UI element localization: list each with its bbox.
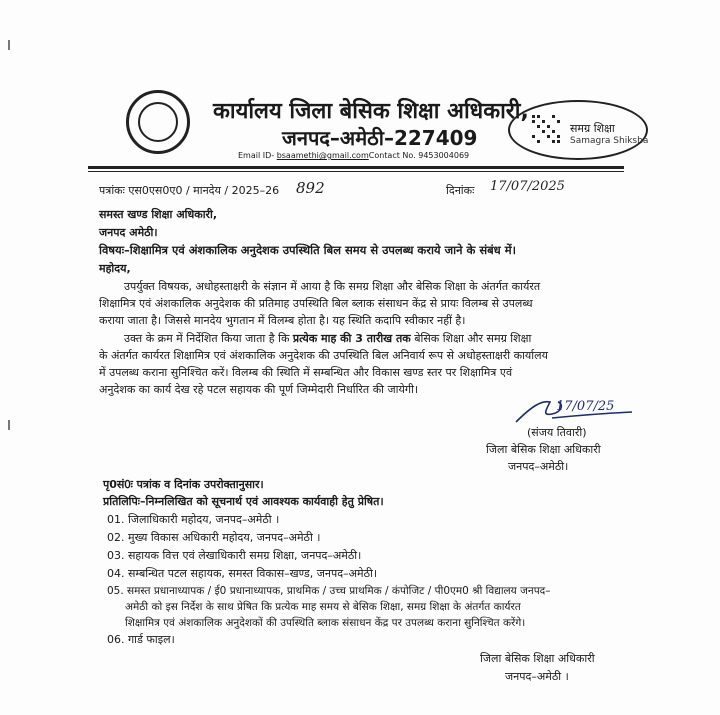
- salutation: महोदय,: [99, 262, 131, 275]
- copy-to-heading: प्रतिलिपिः–निम्नलिखित को सूचनार्थ एवं आवश्यक कार्यवाही हेतु प्रेषित।: [103, 495, 384, 508]
- paragraph-2-line-1: [124, 331, 531, 346]
- signatory-district: जनपद–अमेठी।: [508, 460, 569, 473]
- footer-designation: जिला बेसिक शिक्षा अधिकारी: [480, 652, 595, 665]
- government-seal-emblem: [126, 90, 190, 154]
- deadline-highlight: प्रत्येक माह की 3 तारीख तक: [292, 332, 411, 345]
- district-title: जनपद–अमेठी–227409: [282, 126, 478, 150]
- paragraph-2-line-2: के अंतर्गत कार्यरत शिक्षामित्र एवं अंशकालिक अनुदेशक की उपस्थिति बिल अनिवार्य रूप से अधोहस्ताक्षरी कार्यालय: [99, 349, 548, 362]
- subject-line: विषयः–शिक्षामित्र एवं अंशकालिक अनुदेशक उपस्थिति बिल समय से उपलब्ध कराये जाने के संबंध में।: [99, 243, 516, 257]
- paragraph-2-text-b: बेसिक शिक्षा और समग्र शिक्षा: [410, 332, 532, 345]
- logo-text-english: Samagra Shiksha: [570, 136, 649, 146]
- date-value: 17/07/2025: [490, 179, 565, 194]
- paragraph-2-line-4: अनुदेशक का कार्य देख रहे पटल सहायक की पूर्ण जिम्मेदारी निर्धारित की जायेगी।: [99, 383, 419, 396]
- signatory-designation: जिला बेसिक शिक्षा अधिकारी: [486, 443, 601, 456]
- footer-district: जनपद–अमेठी ।: [505, 670, 569, 683]
- paragraph-2-line-3: में उपलब्ध कराना सुनिश्चित करें। विलम्ब की स्थिति में सम्बन्धित और विकास खण्ड स्तर पर शिक्षामित्र एवं: [99, 366, 513, 379]
- contact-number: Contact No. 9453004069: [368, 151, 470, 160]
- paragraph-1-line-1: उपर्युक्त विषयक, अधोहस्ताक्षरी के संज्ञान में आया है कि समग्र शिक्षा और बेसिक शिक्षा के अंतर्गत कार्यरत: [124, 280, 541, 293]
- copy-item-5-line-2: अमेठी को इस निर्देश के साथ प्रेषित कि प्रत्येक माह समय से बेसिक शिक्षा, समग्र शिक्षा के अंतर्गत कार्यरत: [125, 601, 521, 613]
- header-rule-thin: [88, 171, 624, 172]
- copy-item-5-line-1: 05. समस्त प्रधानाध्यापक / ई0 प्रधानाध्यापक, प्राथमिक / उच्च प्राथमिक / कंपोजिट / पी0एम0 श्री विद्यालय जनपद–: [107, 585, 551, 597]
- office-title: कार्यालय जिला बेसिक शिक्षा अधिकारी,: [213, 99, 529, 124]
- seal-inner-ring: [138, 102, 178, 142]
- copy-item-5-line-3: शिक्षामित्र एवं अंशकालिक अनुदेशकों की उपस्थिति ब्लाक संसाधन केंद्र पर उपलब्ध कराना सुनिश्चित करेंगे।: [125, 617, 526, 629]
- patrank-number: 892: [296, 179, 325, 197]
- paragraph-1-line-2: शिक्षामित्र एवं अंशकालिक अनुदेशक की प्रतिमाह उपस्थिति बिल ब्लाक संसाधन केंद्र से प्रायः विलम्ब से उपलब्ध: [99, 297, 533, 310]
- paragraph-2-text-a: उक्त के क्रम में निर्देशित किया जाता है कि: [124, 332, 293, 345]
- copy-item-2: 02. मुख्य विकास अधिकारी महोदय, जनपद–अमेठी ।: [107, 531, 321, 544]
- date-label: दिनांकः: [446, 184, 475, 197]
- copy-item-4: 04. सम्बन्धित पटल सहायक, समस्त विकास–खण्ड, जनपद–अमेठी।: [107, 567, 378, 580]
- copy-item-1: 01. जिलाधिकारी महोदय, जनपद–अमेठी ।: [107, 513, 280, 526]
- email-label: Email ID-: [238, 151, 277, 160]
- endorsement-reference: पृ0सं0ः पत्रांक व दिनांक उपरोक्तानुसार।: [103, 478, 264, 491]
- paragraph-1-line-3: कराया जाता है। जिससे मानदेय भुगतान में विलम्ब होता है। यह स्थिति कदापि स्वीकार नहीं है।: [99, 314, 466, 327]
- addressee-line-1: समस्त खण्ड शिक्षा अधिकारी,: [99, 208, 218, 221]
- margin-mark: [8, 40, 10, 50]
- samagra-shiksha-logo-icon: [530, 113, 564, 147]
- logo-text-hindi: समग्र शिक्षा: [570, 122, 615, 135]
- signature-date: 17/07/25: [556, 399, 615, 414]
- email-address: bsaamethi@gmail.com: [276, 151, 369, 160]
- margin-mark: [8, 420, 10, 430]
- contact-line: [238, 151, 469, 160]
- copy-item-3: 03. सहायक वित्त एवं लेखाधिकारी समग्र शिक्षा, जनपद–अमेठी।: [107, 549, 362, 562]
- copy-item-6: 06. गार्ड फाइल।: [107, 633, 175, 646]
- patrank-label: पत्रांकः एस0एस0ए0 / मानदेय / 2025–26: [99, 184, 280, 197]
- signatory-name: (संजय तिवारी): [527, 426, 587, 439]
- header-rule-thick: [88, 166, 624, 169]
- addressee-line-2: जनपद अमेठी।: [99, 226, 158, 239]
